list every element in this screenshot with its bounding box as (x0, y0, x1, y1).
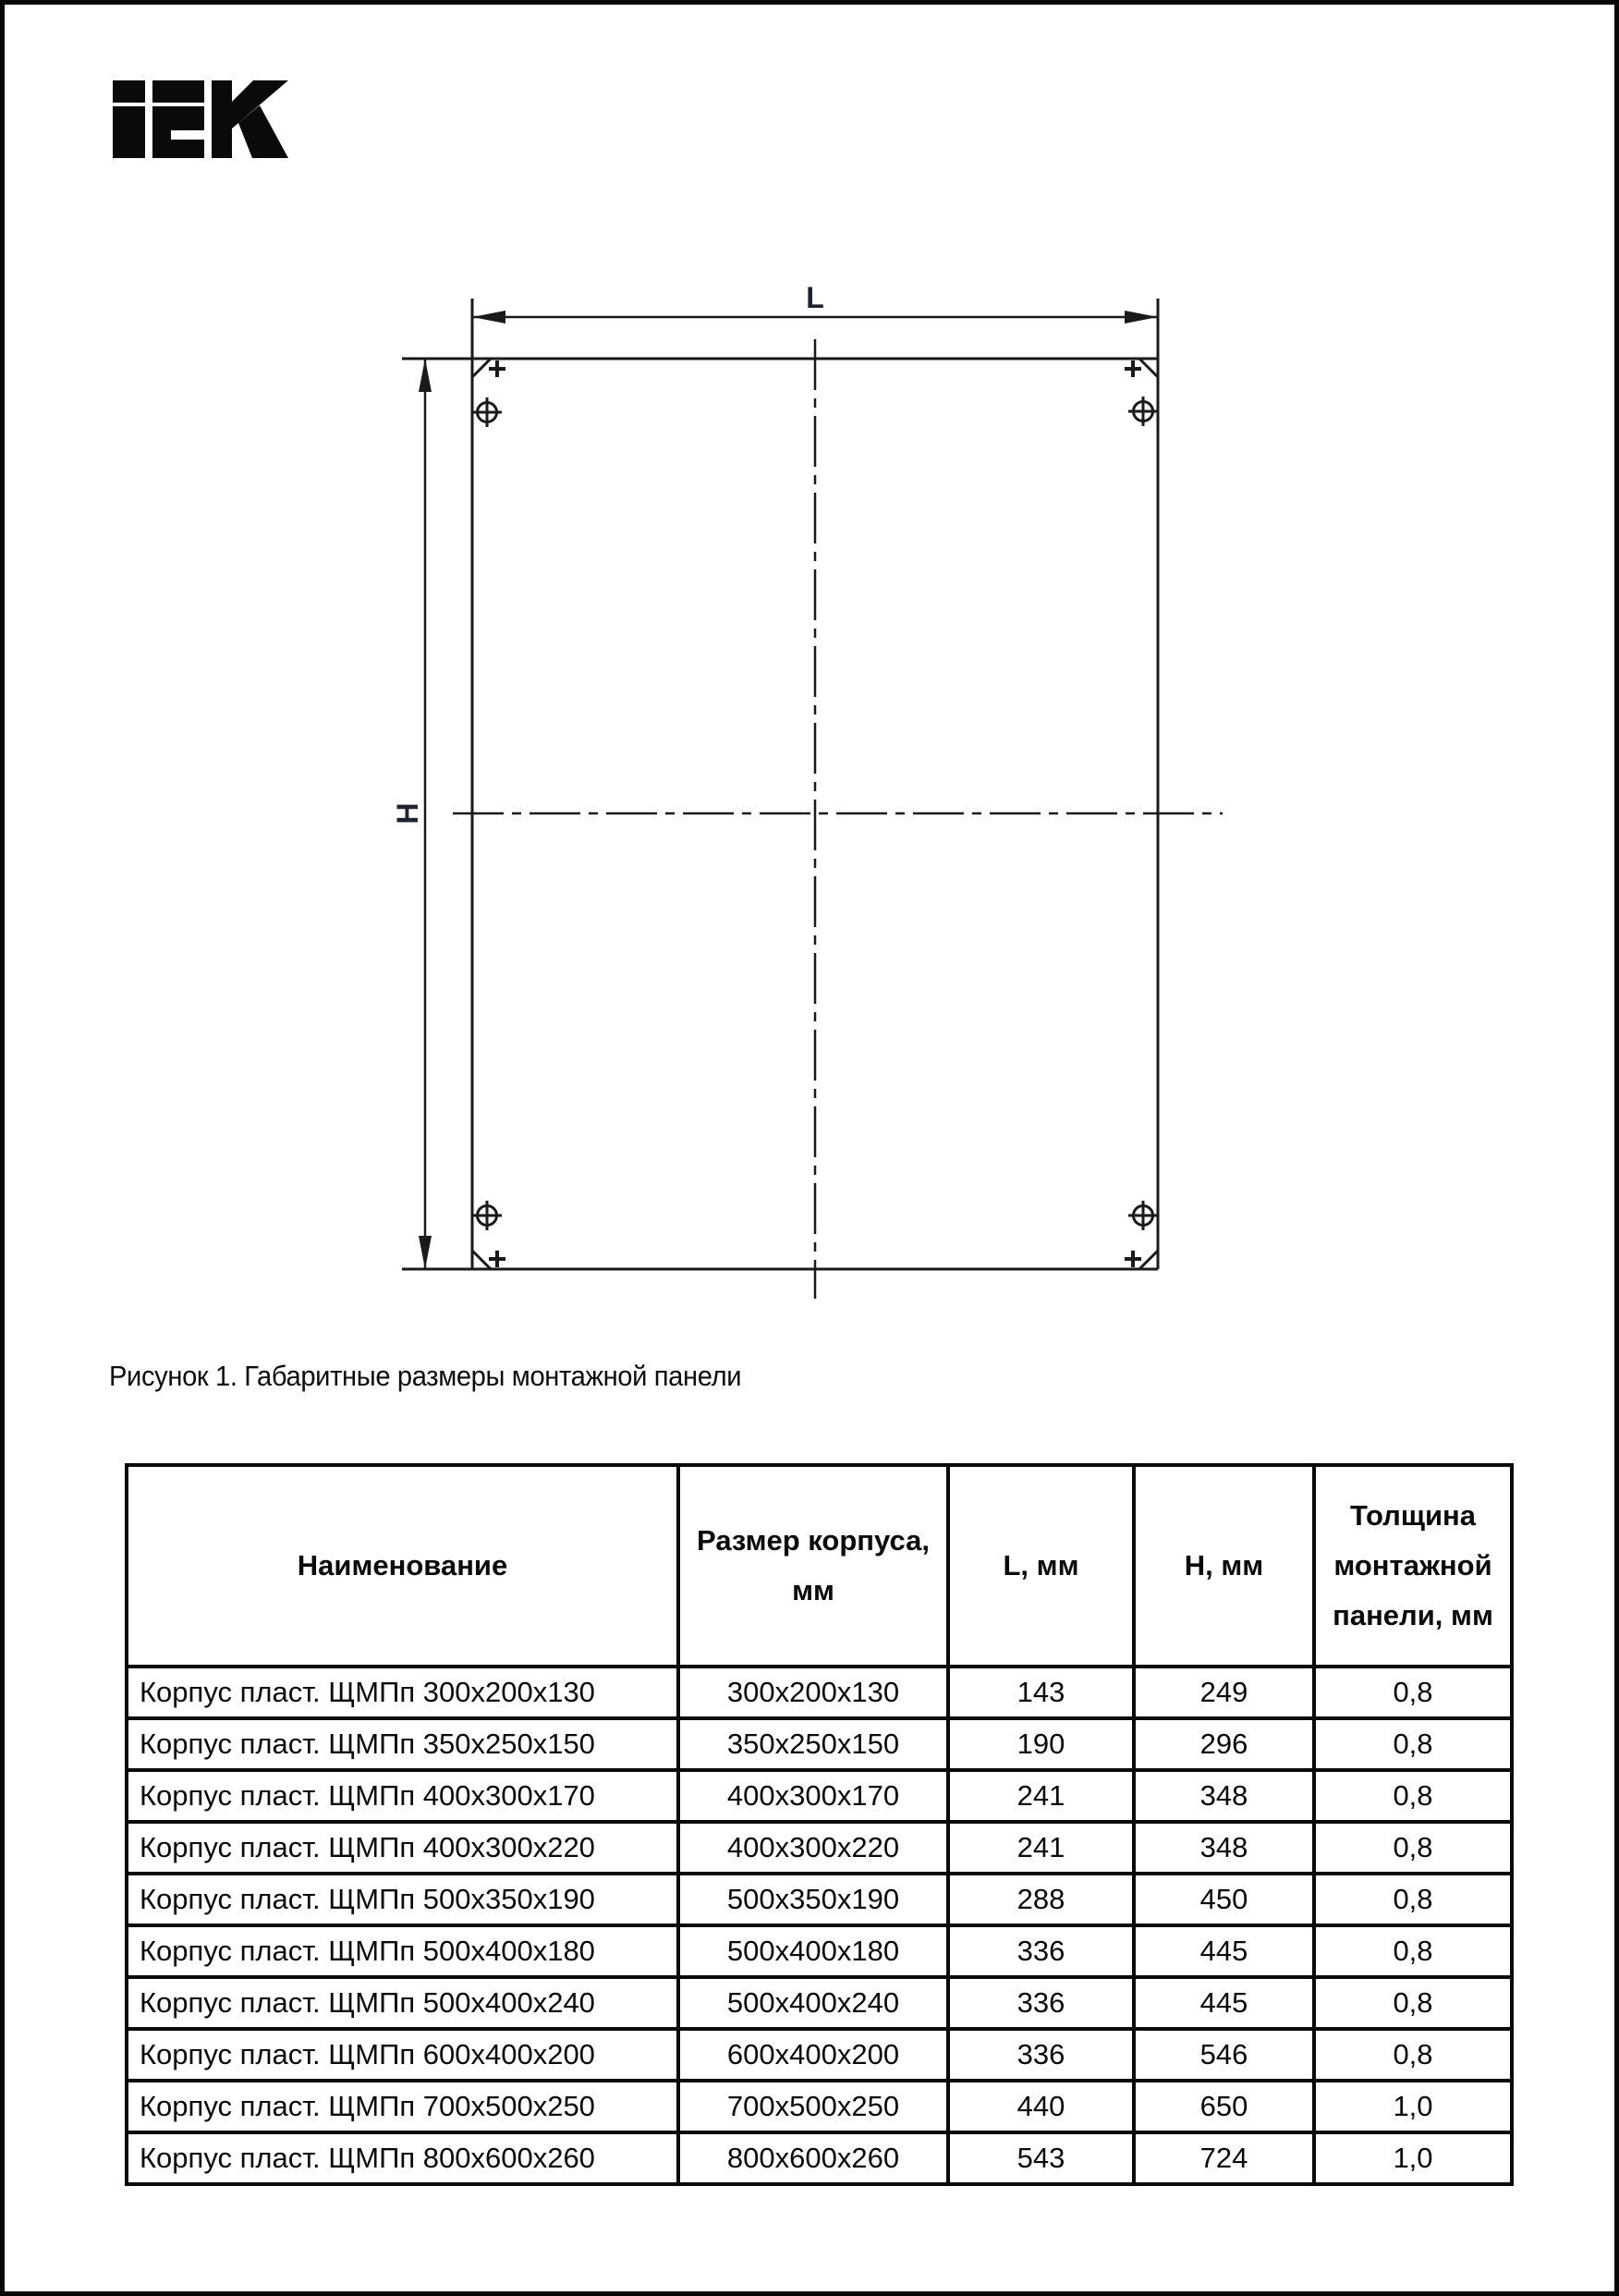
thickness-cell: 1,0 (1314, 2132, 1512, 2184)
h-cell: 348 (1134, 1770, 1314, 1822)
arrow-left-icon (472, 311, 505, 324)
table-row (127, 2081, 1512, 2132)
l-cell: 543 (948, 2132, 1134, 2184)
iek-logo-glyphs (113, 80, 288, 158)
arrow-down-icon (419, 1236, 432, 1269)
product-name-cell: Корпус пласт. ЩМПп 500х350х190 (127, 1874, 678, 1925)
product-name-cell: Корпус пласт. ЩМПп 300х200х130 (127, 1667, 678, 1718)
h-cell: 450 (1134, 1874, 1314, 1925)
size-cell: 500х400х180 (678, 1925, 948, 1977)
h-cell: 724 (1134, 2132, 1314, 2184)
table-row (127, 1925, 1512, 1977)
product-name-cell: Корпус пласт. ЩМПп 400х300х170 (127, 1770, 678, 1822)
product-name-cell: Корпус пласт. ЩМПп 800х600х260 (127, 2132, 678, 2184)
h-cell: 296 (1134, 1718, 1314, 1770)
size-cell: 500х400х240 (678, 1977, 948, 2029)
thickness-cell: 0,8 (1314, 1667, 1512, 1718)
thickness-cell: 0,8 (1314, 1874, 1512, 1925)
table-body (127, 1667, 1512, 2184)
figure-caption: Рисунок 1. Габаритные размеры монтажной панели (109, 1360, 742, 1392)
product-name-cell: Корпус пласт. ЩМПп 600х400х200 (127, 2029, 678, 2081)
thickness-cell: 0,8 (1314, 1977, 1512, 2029)
thickness-cell: 0,8 (1314, 1770, 1512, 1822)
l-cell: 288 (948, 1874, 1134, 1925)
size-cell: 500х350х190 (678, 1874, 948, 1925)
screw-hole-icon (1128, 1201, 1158, 1230)
centerlines (453, 339, 1223, 1299)
product-name-cell: Корпус пласт. ЩМПп 500х400х180 (127, 1925, 678, 1977)
product-name-cell: Корпус пласт. ЩМПп 500х400х240 (127, 1977, 678, 2029)
panel-outline (402, 299, 1158, 1269)
thickness-cell: 1,0 (1314, 2081, 1512, 2132)
h-cell: 249 (1134, 1667, 1314, 1718)
size-cell: 800х600х260 (678, 2132, 948, 2184)
product-name-cell: Корпус пласт. ЩМПп 350х250х150 (127, 1718, 678, 1770)
product-name-cell: Корпус пласт. ЩМПп 700х500х250 (127, 2081, 678, 2132)
product-name-cell: Корпус пласт. ЩМПп 400х300х220 (127, 1822, 678, 1874)
dimension-label-L: L (806, 281, 824, 314)
l-cell: 190 (948, 1718, 1134, 1770)
table-row (127, 1770, 1512, 1822)
table-row (127, 1667, 1512, 1718)
l-cell: 241 (948, 1770, 1134, 1822)
header-l: L, мм (948, 1465, 1134, 1667)
header-name: Наименование (127, 1465, 678, 1667)
header-thickness: Толщина монтажной панели, мм (1314, 1465, 1512, 1667)
header-size: Размер корпуса, мм (678, 1465, 948, 1667)
thickness-cell: 0,8 (1314, 2029, 1512, 2081)
thickness-cell: 0,8 (1314, 1718, 1512, 1770)
thickness-cell: 0,8 (1314, 1925, 1512, 1977)
table-row (127, 1874, 1512, 1925)
arrow-right-icon (1125, 311, 1158, 324)
l-cell: 143 (948, 1667, 1134, 1718)
size-cell: 600х400х200 (678, 2029, 948, 2081)
h-cell: 445 (1134, 1977, 1314, 2029)
dimension-L (472, 281, 1158, 324)
size-cell: 350х250х150 (678, 1718, 948, 1770)
size-cell: 300х200х130 (678, 1667, 948, 1718)
size-cell: 400х300х170 (678, 1770, 948, 1822)
table-row (127, 2029, 1512, 2081)
l-cell: 241 (948, 1822, 1134, 1874)
h-cell: 348 (1134, 1822, 1314, 1874)
panel-drawing (374, 273, 1252, 1345)
dimension-label-H: H (391, 802, 424, 824)
table-row (127, 2132, 1512, 2184)
table-header (127, 1465, 1512, 1667)
h-cell: 445 (1134, 1925, 1314, 1977)
screw-hole-icon (1128, 397, 1158, 426)
iek-logo (113, 80, 288, 158)
h-cell: 650 (1134, 2081, 1314, 2132)
table-row (127, 1977, 1512, 2029)
size-cell: 400х300х220 (678, 1822, 948, 1874)
screw-hole-icon (472, 1201, 502, 1230)
l-cell: 336 (948, 1925, 1134, 1977)
l-cell: 440 (948, 2081, 1134, 2132)
header-h: H, мм (1134, 1465, 1314, 1667)
table-row (127, 1822, 1512, 1874)
table-row (127, 1718, 1512, 1770)
thickness-cell: 0,8 (1314, 1822, 1512, 1874)
size-cell: 700х500х250 (678, 2081, 948, 2132)
dimension-H (391, 359, 432, 1269)
dimensions-table (125, 1463, 1514, 2186)
h-cell: 546 (1134, 2029, 1314, 2081)
l-cell: 336 (948, 2029, 1134, 2081)
screw-hole-icon (472, 397, 502, 427)
l-cell: 336 (948, 1977, 1134, 2029)
arrow-up-icon (419, 359, 432, 392)
